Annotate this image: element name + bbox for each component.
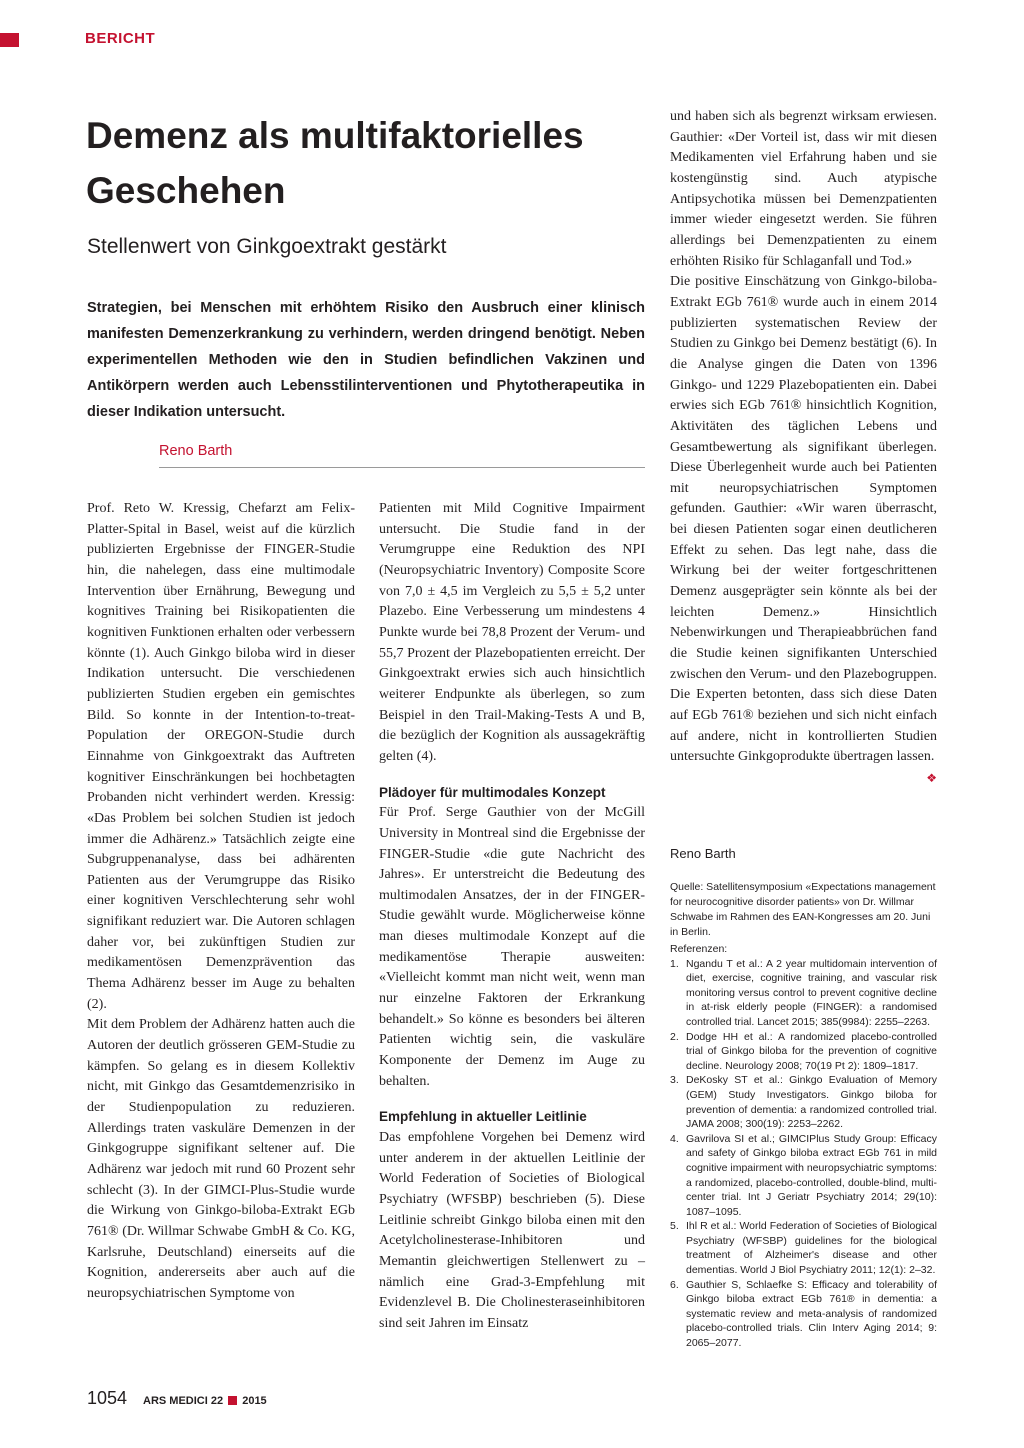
reference-number: 1. (670, 957, 679, 970)
reference-item (670, 1219, 937, 1277)
journal-year: 2015 (242, 1395, 267, 1407)
paragraph (670, 272, 937, 785)
article-author: Reno Barth (159, 443, 233, 459)
section-heading: Empfehlung in aktueller Leitlinie (379, 1109, 587, 1125)
paragraph: und haben sich als begrenzt wirksam erwiesen. Gauthier: «Der Vorteil ist, dass wir mit diesen Medikamenten viel Erfahrung haben und sie kostengünstig sind. Auch atypische Antipsychotika müssen bei Demenzpatienten immer wieder eingesetzt werden. Sie führen allerdings bei Demenzpatienten zu einem erhöhten Risiko für Schlaganfall und Tod.» (670, 109, 937, 269)
reference-number: 4. (670, 1132, 679, 1145)
reference-number: 2. (670, 1030, 679, 1043)
byline-divider (159, 467, 645, 468)
text-column-2 (379, 499, 645, 1335)
paragraph: Patienten mit Mild Cognitive Impairment untersucht. Die Studie fand in der Verumgruppe eine Reduktion des NPI (Neuropsychiatric Inventory) Composite Score von 7,0 ± 4,5 im Vergleich zu 5,5 ± 5,2 unter Plazebo. Eine Verbesserung um mindestens 4 Punkte wurde bei 78,8 Prozent der Verum- und 55,7 Prozent der Plazebopatienten erreicht. Der Ginkgoextrakt erwies sich auch hinsichtlich weiterer Endpunkte als überlegen, so zum Beispiel in den Trail-Making-Tests A und B, die bezüglich der Kognition als aussagekräftig gelten (4). (379, 501, 645, 764)
reference-text: Ngandu T et al.: A 2 year multidomain intervention of diet, exercise, cognitive training, and vascular risk monitoring versus control to prevent cognitive decline in at-risk elderly people (FINGER): a randomised controlled trial. Lancet 2015; 385(9984): 2255–2263. (686, 957, 937, 1028)
reference-item (670, 1132, 937, 1220)
section-label: BERICHT (85, 30, 156, 47)
page-number: 1054 (87, 1388, 128, 1408)
reference-text: Gavrilova SI et al.; GIMCIPlus Study Group: Efficacy and safety of Ginkgo biloba extract EGb 761 in mild cognitive impairment with neuropsychiatric symptoms: a randomized, placebo-controlled, double-blind, multi-center trial. Int J Geriatr Psychiatry 2014; 29(10): 1087–1095. (686, 1132, 937, 1218)
paragraph: Für Prof. Serge Gauthier von der McGill University in Montreal sind die Ergebnisse der FINGER-Studie «die gute Nachricht des Jahres». Er unterstreicht die Bedeutung des multimodalen Ansatzes, der in der FINGER-Studie gewählt wurde. Möglicherweise könne man dieses multimodale Konzept auf die medikamentöse Therapie ausweiten: «Vielleicht kommt man nicht weit, wenn man nur einzelne Faktoren der Erkrankung behandelt.» So könne es besonders bei älteren Patienten wichtig sein, die vaskuläre Komponente der Demenz im Auge zu behalten. (379, 805, 645, 1089)
reference-number: 5. (670, 1220, 679, 1233)
reference-item (670, 1030, 937, 1074)
section-heading: Plädoyer für multimodales Konzept (379, 784, 606, 800)
end-of-article-icon: ❖ (926, 771, 937, 785)
paragraph: Mit dem Problem der Adhärenz hatten auch die Autoren der deutlich grösseren GEM-Studie zu kämpfen. So gelang es in diesem Kollektiv nicht, mit Ginkgo das Gesamtdemenzrisiko in der Studienpopulation zu reduzieren. Allerdings traten vaskuläre Demenzen in der Ginkgogruppe signifikant seltener auf. Die Adhärenz war jedoch mit rund 60 Prozent sehr schlecht (3). In der GIMCI-Plus-Studie wurde die Wirkung von Ginkgo-biloba-Extrakt EGb 761® (Dr. Willmar Schwabe GmbH & Co. KG, Karlsruhe, Deutschland) einerseits auf die Kognition, andererseits aber auch auf die neuropsychiatrischen Symptome von (87, 1017, 355, 1301)
reference-item (670, 1073, 937, 1131)
closing-author: Reno Barth (670, 846, 736, 861)
text-column-3 (670, 107, 937, 789)
reference-text: Gauthier S, Schlaefke S: Efficacy and tolerability of Ginkgo biloba extract EGb 761® in dementia: a systematic review and meta-analysis of randomized placebo-controlled trials. Clin Interv Aging 2014; 9: 2065–2077. (686, 1278, 937, 1350)
reference-number: 3. (670, 1074, 679, 1087)
references-list (670, 957, 937, 1351)
reference-item (670, 957, 937, 1030)
paragraph: Das empfohlene Vorgehen bei Demenz wird unter anderem in der aktuellen Leitlinie der World Federation of Societies of Biological Psychiatry (WFSBP) beschrieben (5). Diese Leitlinie schreibt Ginkgo biloba einen mit den Acetylcholinesterase-Inhibitoren und Memantin gleichwertigen Stellenwert zu – nämlich eine Grad-3-Empfehlung mit Evidenzlevel B. Die Cholinesteraseinhibitoren sind seit Jahren im Einsatz (379, 1130, 645, 1331)
footer-separator-square (228, 1396, 237, 1405)
reference-text: DeKosky ST et al.: Ginkgo Evaluation of Memory (GEM) Study Investigators. Ginkgo biloba for prevention of dementia: a randomized controlled trial. JAMA 2008; 300(19): 2253–2262. (686, 1074, 937, 1131)
article-lead: Strategien, bei Menschen mit erhöhtem Risiko den Ausbruch einer klinisch manifesten Demenzerkrankung zu verhindern, werden dringend benötigt. Neben experimentellen Methoden wie den in Studien befindlichen Vakzinen und Antikörpern werden auch Lebensstilinterventionen und Phytotherapeutika in dieser Indikation untersucht. (87, 300, 645, 420)
reference-number: 6. (670, 1278, 679, 1291)
journal-name: ARS MEDICI 22 (143, 1395, 224, 1407)
paragraph: Prof. Reto W. Kressig, Chefarzt am Felix-Platter-Spital in Basel, weist auf die kürzlich publizierten Ergebnisse der FINGER-Studie hin, die nahelegen, dass eine multimodale Intervention über Ernährung, Bewegung und kognitives Training bei Risikopatienten die kognitiven Funktionen erhalten oder verbessern könnte (1). Auch Ginkgo biloba wird in dieser Indikation untersucht. Die verschiedenen publizierten Studien ergeben ein gemischtes Bild. So konnte in der Intention-to-treat-Population der OREGON-Studie durch Einnahme von Ginkgoextrakt das Auftreten kognitiver Einschränkungen bei hochbetagten Probanden nicht verhindert werden. Kressig: «Das Problem bei solchen Studien ist jedoch immer die Adhärenz.» Tatsächlich zeigte eine Subgruppenanalyse, dass bei adhärenten Patienten aus der Verumgruppe das Risiko einer kognitiven Verschlechterung sehr wohl signifikant reduziert war. Die Autoren schlagen daher vor, bei zukünftigen Studien zur medikamentösen Demenzprävention das Thema Adhärenz besser im Auge zu behalten (2). (87, 501, 355, 1012)
reference-text: Dodge HH et al.: A randomized placebo-controlled trial of Ginkgo biloba for the prevention of cognitive decline. Neurology 2008; 70(19 Pt 2): 1809–1817. (686, 1030, 937, 1072)
source-note: Quelle: Satellitensymposium «Expectations management for neurocognitive disorder patients» von Dr. Willmar Schwabe im Rahmen des EAN-Kongresses am 20. Juni in Berlin. (670, 881, 936, 938)
text-column-1 (87, 499, 355, 1305)
section-color-marker (0, 33, 19, 47)
journal-footer (143, 1395, 267, 1407)
article-title: Demenz als multifaktorielles Geschehen (86, 115, 584, 211)
reference-text: Ihl R et al.: World Federation of Societies of Biological Psychiatry (WFSBP) guidelines for the biological treatment of Alzheimer's disease and other dementias. World J Biol Psychiatry 2011; 12(1): 2–32. (686, 1220, 937, 1277)
article-subtitle: Stellenwert von Ginkgoextrakt gestärkt (87, 235, 447, 258)
reference-item (670, 1278, 937, 1351)
paragraph-text: Die positive Einschätzung von Ginkgo-biloba-Extrakt EGb 761® wurde auch in einem 2014 publizierten systematischen Review der Studien zu Ginkgo bei Demenz bestätigt (6). In die Analyse gingen die Daten von 1396 Ginkgo- und 1229 Plazebopatienten ein. Dabei erwies sich EGb 761® hinsichtlich Kognition, Aktivitäten des täglichen Lebens und Gesamtbewertung als signifikant überlegen. Diese Überlegenheit wurde auch bei Patienten mit neuropsychiatrischen Symptomen gefunden. Gauthier: «Wir waren überrascht, bei diesen Patienten sogar einen deutlicheren Effekt zu sehen. Das legt nahe, dass die Wirkung bei der weiter fortgeschrittenen Demenz ausgeprägter sein könnte als bei der leichten Demenz.» Hinsichtlich Nebenwirkungen und Therapieabbrüchen fand die Studie keinen signifikanten Unterschied zwischen den Verum- und den Plazebogruppen. Die Experten betonten, dass sich diese Daten auf EGb 761® beziehen und sich nicht einfach auf andere, nicht in kontrollierten Studien untersuchte Ginkgoprodukte übertragen lassen. (670, 274, 937, 765)
references-heading: Referenzen: (670, 943, 728, 955)
references (670, 942, 937, 1351)
